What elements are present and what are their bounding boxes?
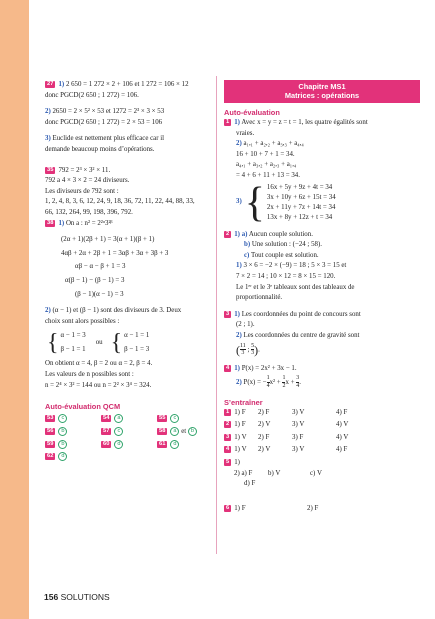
answer-circle: c	[114, 427, 123, 436]
qcm-item: 53 c	[45, 414, 101, 425]
answer-circle: d	[58, 452, 67, 461]
chapter-subtitle: Matrices : opérations	[284, 91, 360, 100]
answers-row: 4 1) V 2) V 3) V 4) F	[226, 446, 348, 454]
exercise-number: 35	[47, 166, 54, 173]
exercise-3: 3 1) Les coordonnées du point de concours sont (2 ; 1). 2) Les coordonnées du centre de gravité sont ( $\frac{11}{3}$ ; $\frac{5}{3}$ ).	[224, 310, 420, 358]
answer-circle: d	[114, 440, 123, 449]
chapter-banner	[224, 80, 420, 103]
answer-circle: c	[170, 414, 179, 423]
page-footer	[44, 592, 110, 602]
answers-row: 5 1)	[226, 459, 240, 467]
column-divider	[216, 76, 217, 554]
exercise-number: 38	[47, 219, 54, 226]
fraction: $\frac{3}{4}$	[296, 375, 300, 389]
polynomial-line: 2) P(x) = − $\frac{1}{4}$ x² + $\frac{1}{2}$ x + $\frac{3}{4}$ .	[236, 375, 301, 389]
answers-row: 6 1) F 2) F	[226, 504, 319, 512]
section-title: S’entraîner	[224, 397, 263, 407]
answer-circle: a	[114, 414, 123, 423]
qcm-item: 60 d	[101, 440, 157, 451]
qcm-item: 55 c	[157, 414, 217, 425]
answer-circle: b	[58, 440, 67, 449]
exercise-number: 27	[47, 81, 54, 87]
right-column	[224, 80, 420, 514]
exercise-35: 35 792 = 2³ × 3² × 11. 792 a 4 × 3 × 2 = 24 diviseurs. Les diviseurs de 792 sont : 1, 2, 4, 8, 3, 6, 12, 24, 9, 18, 36, 72, 11, 22, 44, 88, 33, 66, 132, 264, 99, 198, 396, 792.	[45, 166, 195, 216]
exercise-number: 2	[226, 230, 230, 237]
fraction: $\frac{5}{3}$	[251, 342, 255, 356]
exercise-38: 38 1) On a : n² = 2²ᵅ3²ᵝ (2α + 1)(2β + 1) = 3(α + 1)(β + 1) 4αβ + 2α + 2β + 1 = 3αβ + 3α + 3β + 3 αβ − α − β + 1 = 3 α(β − 1) − (β − 1) = 3 (β − 1)(α − 1) = 3 2) (α − 1) et (β − 1) sont des diviseurs de 3. Deux choix sont alors possibles : { α − 1 = 3 β − 1 = 1 ou { α − 1 = 1 β − 1 = 3 On obtient α = 4, β = 2 ou α = 2, β = 4. Les valeurs de n possibles sont : n = 2⁴ × 3² = 144 ou n = 2² × 3⁴ = 324.	[45, 219, 205, 392]
qcm-item: 58 a et b	[157, 427, 217, 438]
answer-circle: d	[170, 440, 179, 449]
exercise-27: 27 1) 2 650 = 1 272 × 2 + 106 et 1 272 = 106 × 12 donc PGCD(2 650 ; 1 272) = 106. 2) 2650 = 2 × 5² × 53 et 1272 = 2³ × 3 × 53 donc PGCD(2 650 ; 1 272) = 2 × 53 = 106 3) Euclide est nettement plus efficace car il demande beaucoup moins d’opérations.	[45, 81, 189, 153]
qcm-item: 59 b	[45, 440, 101, 451]
exercise-1: 1 1) Avec x = y = z = t = 1, les quatre égalités sont vraies. 2) a₁,₁ + a₂,₂ + a₃,₃ + a₄,₄ 16 + 10 + 7 + 1 = 34. a₄,₁ + a₃,₂ + a₂,₃ + a₁,₄ = 4 + 6 + 11 + 13 = 34. 3) { 16x + 5y + 9z + 4t = 34 3x + 10y + 6z + 15t = 34 2x + 11y + 7z + 14t = 34 13x + 8y + 12z + t = 34	[224, 118, 420, 224]
qcm-item: 57 c	[101, 427, 157, 438]
qcm-section	[45, 401, 205, 463]
answer-circle: c	[58, 414, 67, 423]
systems-choice: { α − 1 = 3 β − 1 = 1 ou { α − 1 = 1 β − 1 = 3	[47, 330, 150, 357]
fraction: $\frac{1}{2}$	[282, 375, 286, 389]
equation-block: (2α + 1)(2β + 1) = 3(α + 1)(β + 1) 4αβ + 2α + 2β + 1 = 3αβ + 3α + 3β + 3 αβ − α − β + 1 = 3 α(β − 1) − (β − 1) = 3 (β − 1)(α − 1) = 3	[61, 236, 169, 298]
answers-row: 3 1) V 2) F 3) F 4) V	[226, 433, 349, 441]
qcm-grid	[45, 414, 205, 463]
exercise-number: 1	[226, 119, 230, 125]
answers-row: 1 1) F 2) F 3) V 4) F	[226, 408, 348, 416]
page-label: SOLUTIONS	[60, 592, 110, 602]
exercise-number: 3	[226, 310, 230, 317]
left-column	[45, 80, 205, 463]
answer-circle: b	[188, 427, 197, 436]
linear-system: 3) { 16x + 5y + 9z + 4t = 34 3x + 10y + 6z + 15t = 34 2x + 11y + 7z + 14t = 34 13x + 8y + 12z + t = 34	[236, 179, 336, 226]
section-title: Auto-évaluation	[224, 108, 280, 117]
exercise-2: 2 1) a) Aucun couple solution. b) Une solution : (−24 ; 58). c) Tout couple est solution. 1) 3 × 6 = −2 × (−9) = 18 ; 5 × 3 = 15 et 7 × 2 = 14 ; 10 × 12 = 8 × 15 = 120. Le 1ᵉʳ et le 3ᵉ tableaux sont des tableaux de proportionnalité.	[226, 230, 355, 302]
margin-stripe	[0, 0, 29, 619]
exercise-4: 4 1) P(x) = 2x² + 3x − 1. 2) P(x) = − $\frac{1}{4}$ x² + $\frac{1}{2}$ x + $\frac{3}{4}$ .	[224, 364, 420, 391]
page-number: 156	[44, 592, 59, 602]
answers-row: 2) a) F b) V c) V	[234, 469, 322, 477]
section-title: Auto-évaluation QCM	[45, 402, 121, 412]
answer-circle: b	[58, 427, 67, 436]
exercise-number: 4	[226, 365, 230, 372]
sentrainer-section: S’entraîner 1 1) F 2) F 3) V 4) F 2 1) F 2) V 3) V 4) V 3 1) V 2) F 3) F 4) V 4 1) V 2) V 3) V 4) F 5 1) 2) a) F b) V c) V d) F 6 1) F 2) F	[224, 397, 420, 515]
centroid-coords: ( $\frac{11}{3}$ ; $\frac{5}{3}$ ).	[236, 342, 260, 357]
qcm-item: 61 d	[157, 440, 217, 451]
answers-row: 2 1) F 2) V 3) V 4) V	[226, 421, 349, 429]
fraction: $\frac{11}{3}$	[240, 342, 246, 356]
answer-circle: a	[170, 427, 179, 436]
fraction: $\frac{1}{4}$	[266, 375, 270, 389]
qcm-item: 56 b	[45, 427, 101, 438]
qcm-item: 62 d	[45, 452, 101, 463]
chapter-title: Chapitre MS1	[298, 82, 346, 91]
qcm-item: 54 a	[101, 414, 157, 425]
